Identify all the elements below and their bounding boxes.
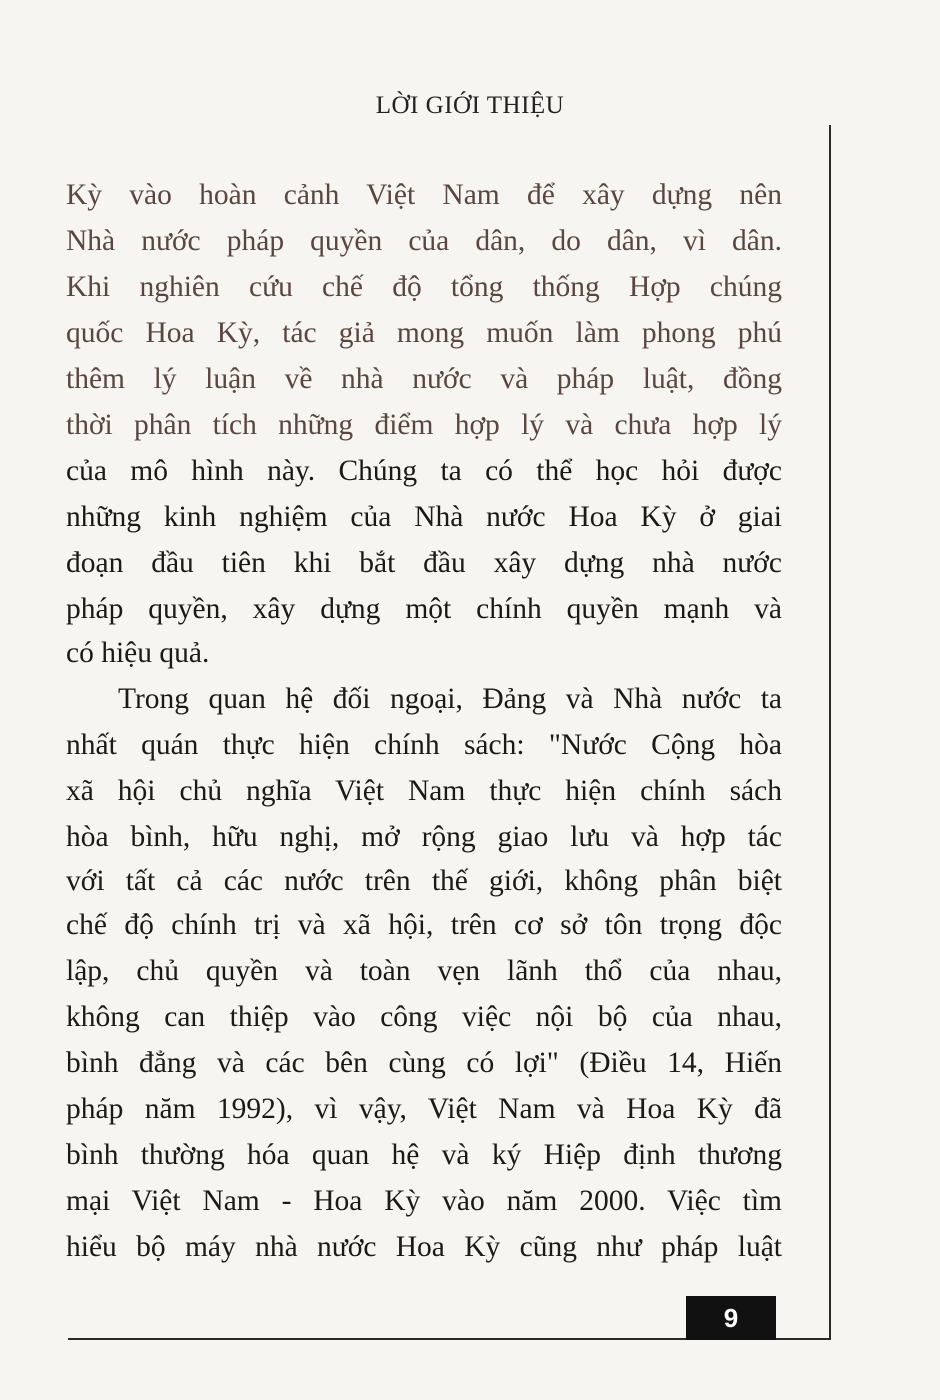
text-line: bình thường hóa quan hệ và ký Hiệp định thương [66,1139,782,1171]
text-line: của mô hình này. Chúng ta có thể học hỏi được [66,455,782,487]
text-line: hòa bình, hữu nghị, mở rộng giao lưu và hợp tác [66,821,782,853]
text-line: nhất quán thực hiện chính sách: "Nước Cộng hòa [66,729,782,761]
text-line: Trong quan hệ đối ngoại, Đảng và Nhà nước ta [118,683,782,715]
text-line: bình đẳng và các bên cùng có lợi" (Điều 14, Hiến [66,1047,782,1079]
text-line: mại Việt Nam - Hoa Kỳ vào năm 2000. Việc tìm [66,1185,782,1217]
text-line: đoạn đầu tiên khi bắt đầu xây dựng nhà nước [66,547,782,579]
text-line: Khi nghiên cứu chế độ tổng thống Hợp chúng [66,271,782,303]
text-line: có hiệu quả. [66,637,210,669]
text-line: lập, chủ quyền và toàn vẹn lãnh thổ của nhau, [66,955,782,987]
text-line: quốc Hoa Kỳ, tác giả mong muốn làm phong phú [66,317,782,349]
text-line: pháp quyền, xây dựng một chính quyền mạnh và [66,593,782,625]
text-line: pháp năm 1992), vì vậy, Việt Nam và Hoa Kỳ đã [66,1093,782,1125]
text-line: Kỳ vào hoàn cảnh Việt Nam để xây dựng nên [66,179,782,211]
frame-right-rule [829,125,831,1340]
text-line: chế độ chính trị và xã hội, trên cơ sở tôn trọng độc [66,909,782,941]
text-line: thêm lý luận về nhà nước và pháp luật, đồng [66,363,782,395]
text-line: không can thiệp vào công việc nội bộ của nhau, [66,1001,782,1033]
running-header: LỜI GIỚI THIỆU [375,92,565,119]
text-line: xã hội chủ nghĩa Việt Nam thực hiện chính sách [66,775,782,807]
text-line: với tất cả các nước trên thế giới, không phân biệt [66,865,782,897]
text-line: hiểu bộ máy nhà nước Hoa Kỳ cũng như pháp luật [66,1231,782,1263]
text-line: những kinh nghiệm của Nhà nước Hoa Kỳ ở giai [66,501,782,533]
page-number-badge: 9 [686,1296,776,1340]
text-line: Nhà nước pháp quyền của dân, do dân, vì dân. [66,225,782,257]
text-line: thời phân tích những điểm hợp lý và chưa hợp lý [66,409,782,441]
